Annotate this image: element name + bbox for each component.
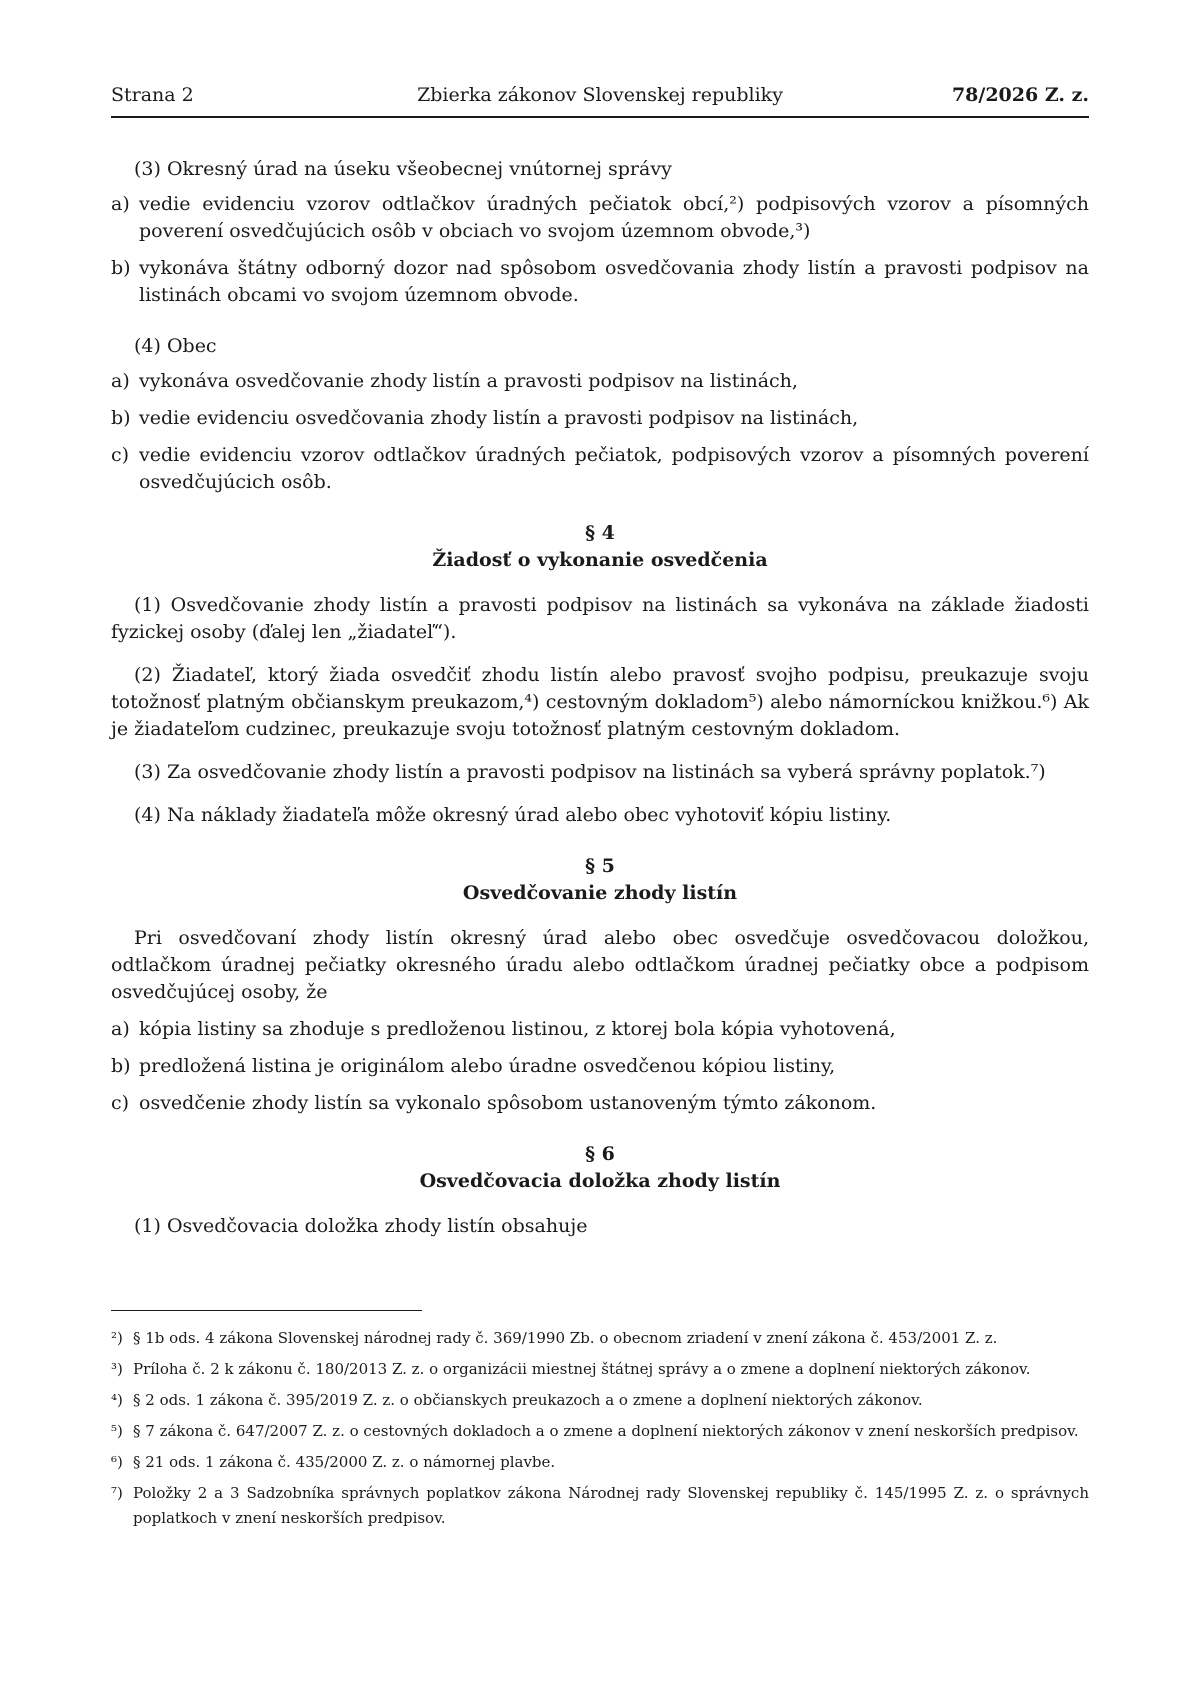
paragraph-3-intro: (3) Okresný úrad na úseku všeobecnej vnútornej správy [134, 158, 672, 180]
footnote-marker: ⁶) [111, 1453, 123, 1471]
list-letter: c) [111, 1092, 130, 1114]
footnote-separator [111, 1310, 422, 1311]
law-number: 78/2026 Z. z. [951, 84, 1089, 106]
collection-title: Zbierka zákonov Slovenskej republiky [417, 84, 783, 106]
footnote-marker: ⁵) [111, 1422, 123, 1440]
list-item [111, 191, 1089, 245]
list-letter: a) [111, 1018, 130, 1040]
list-text: vedie evidenciu osvedčovania zhody listín a pravosti podpisov na listinách, [139, 407, 859, 429]
section-4-number: § 4 [585, 522, 615, 544]
list-letter: b) [111, 407, 131, 429]
section-5-intro: Pri osvedčovaní zhody listín okresný úrad alebo obec osvedčuje osvedčovacou doložkou, odtlačkom úradnej pečiatky okresného úradu alebo odtlačkom úradnej pečiatky obce a podpisom osvedčujúcej osoby, že [111, 927, 1089, 1003]
paragraph-4-list [111, 368, 1089, 496]
footnote [111, 1388, 1089, 1413]
list-letter: c) [111, 444, 130, 466]
section-4-paragraph-4: (4) Na náklady žiadateľa môže okresný úrad alebo obec vyhotoviť kópiu listiny. [134, 804, 892, 826]
section-6-number: § 6 [585, 1143, 615, 1165]
document-body [111, 156, 1089, 1250]
list-text: vykonáva osvedčovanie zhody listín a pravosti podpisov na listinách, [139, 370, 798, 392]
list-item [111, 368, 1089, 395]
footnote-marker: ⁷) [111, 1484, 123, 1502]
section-4-paragraph-3: (3) Za osvedčovanie zhody listín a pravosti podpisov na listinách sa vyberá správny poplatok.⁷) [134, 761, 1046, 783]
footnote-marker: ⁴) [111, 1391, 123, 1409]
section-5-number: § 5 [585, 855, 615, 877]
list-item [111, 255, 1089, 309]
list-item [111, 1016, 1089, 1043]
footnote-text: § 1b ods. 4 zákona Slovenskej národnej rady č. 369/1990 Zb. o obecnom zriadení v znení zákona č. 453/2001 Z. z. [133, 1329, 998, 1347]
section-4-paragraph-2: (2) Žiadateľ, ktorý žiada osvedčiť zhodu listín alebo pravosť svojho podpisu, preukazuje svoju totožnosť platným občianskym preukazom,⁴) cestovným dokladom⁵) alebo námorníckou knižkou.⁶) Ak je žiadateľom cudzinec, preukazuje svoju totožnosť platným cestovným dokladom. [111, 664, 1089, 740]
footnotes [111, 1326, 1089, 1537]
footnote-text: § 2 ods. 1 zákona č. 395/2019 Z. z. o občianskych preukazoch a o zmene a doplnení niektorých zákonov. [133, 1391, 923, 1409]
footnote-text: Položky 2 a 3 Sadzobníka správnych poplatkov zákona Národnej rady Slovenskej republiky č. 145/1995 Z. z. o správnych poplatkoch v znení neskorších predpisov. [133, 1484, 1089, 1527]
footnote [111, 1357, 1089, 1382]
list-item [111, 405, 1089, 432]
footnote-text: Príloha č. 2 k zákonu č. 180/2013 Z. z. o organizácii miestnej štátnej správy a o zmene a doplnení niektorých zákonov. [133, 1360, 1031, 1378]
list-item [111, 1053, 1089, 1080]
section-6-title: Osvedčovacia doložka zhody listín [419, 1170, 781, 1192]
footnote [111, 1419, 1089, 1444]
list-item [111, 1090, 1089, 1117]
list-text: kópia listiny sa zhoduje s predloženou listinou, z ktorej bola kópia vyhotovená, [139, 1018, 896, 1040]
page-number: Strana 2 [111, 84, 194, 106]
section-5-list [111, 1016, 1089, 1117]
list-letter: a) [111, 370, 130, 392]
section-6-paragraph-1: (1) Osvedčovacia doložka zhody listín obsahuje [134, 1215, 588, 1237]
list-text: vedie evidenciu vzorov odtlačkov úradných pečiatok, podpisových vzorov a písomných poverení osvedčujúcich osôb. [139, 444, 1089, 493]
list-letter: a) [111, 193, 130, 215]
page-header [111, 82, 1089, 118]
list-text: predložená listina je originálom alebo úradne osvedčenou kópiou listiny, [139, 1055, 836, 1077]
section-4-paragraph-1: (1) Osvedčovanie zhody listín a pravosti podpisov na listinách sa vykonáva na základe žiadosti fyzickej osoby (ďalej len „žiadateľ“). [111, 594, 1089, 643]
footnote-marker: ³) [111, 1360, 123, 1378]
section-4-title: Žiadosť o vykonanie osvedčenia [432, 549, 768, 571]
list-letter: b) [111, 257, 131, 279]
footnote [111, 1481, 1089, 1531]
paragraph-3-list [111, 191, 1089, 309]
footnote-text: § 21 ods. 1 zákona č. 435/2000 Z. z. o námornej plavbe. [133, 1453, 556, 1471]
footnote-text: § 7 zákona č. 647/2007 Z. z. o cestovných dokladoch a o zmene a doplnení niektorých zákonov v znení neskorších predpisov. [133, 1422, 1079, 1440]
paragraph-4-intro: (4) Obec [134, 335, 217, 357]
footnote [111, 1326, 1089, 1351]
list-text: vykonáva štátny odborný dozor nad spôsobom osvedčovania zhody listín a pravosti podpisov na listinách obcami vo svojom územnom obvode. [139, 257, 1089, 306]
list-text: osvedčenie zhody listín sa vykonalo spôsobom ustanoveným týmto zákonom. [139, 1092, 877, 1114]
list-text: vedie evidenciu vzorov odtlačkov úradných pečiatok obcí,²) podpisových vzorov a písomných poverení osvedčujúcich osôb v obciach vo svojom územnom obvode,³) [139, 193, 1089, 242]
list-item [111, 442, 1089, 496]
footnote [111, 1450, 1089, 1475]
section-5-title: Osvedčovanie zhody listín [462, 882, 738, 904]
footnote-marker: ²) [111, 1329, 123, 1347]
list-letter: b) [111, 1055, 131, 1077]
